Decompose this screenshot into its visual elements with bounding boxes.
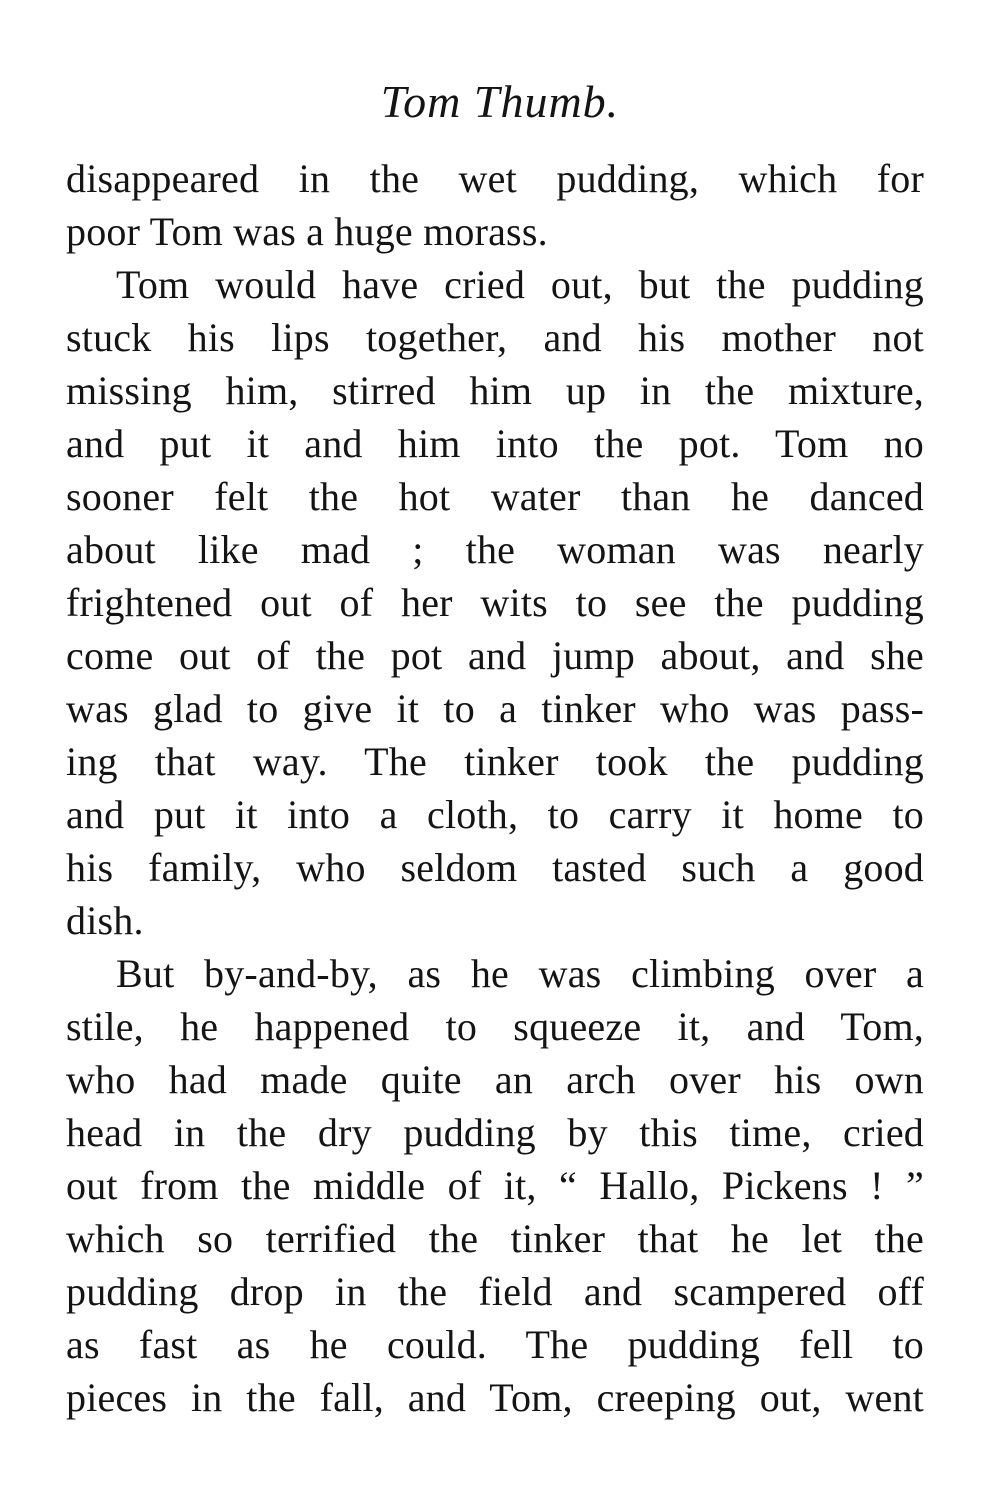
running-head: Tom Thumb. (380, 76, 620, 127)
text-line: out from the middle of it, “ Hallo, Pickens ! ” (66, 1163, 924, 1208)
text-line: missing him, stirred him up in the mixture, (66, 368, 924, 413)
text-line: dish. (66, 898, 144, 943)
text-line: stile, he happened to squeeze it, and Tom, (66, 1004, 924, 1049)
text-line: sooner felt the hot water than he danced (66, 474, 924, 519)
text-line: and put it and him into the pot. Tom no (66, 421, 924, 466)
text-line: his family, who seldom tasted such a good (66, 845, 924, 890)
text-line: disappeared in the wet pudding, which for (66, 156, 924, 201)
body-text (66, 152, 924, 1424)
text-line: But by-and-by, as he was climbing over a (116, 951, 924, 996)
text-line: pudding drop in the field and scampered off (66, 1269, 924, 1314)
text-line: as fast as he could. The pudding fell to (66, 1322, 924, 1367)
text-line: and put it into a cloth, to carry it home to (66, 792, 924, 837)
text-line: come out of the pot and jump about, and she (66, 633, 924, 678)
text-line: which so terrified the tinker that he let the (66, 1216, 924, 1261)
text-line: who had made quite an arch over his own (66, 1057, 924, 1102)
text-line: head in the dry pudding by this time, cried (66, 1110, 924, 1155)
text-line: pieces in the fall, and Tom, creeping out, went (66, 1375, 924, 1420)
text-line: poor Tom was a huge morass. (66, 209, 548, 254)
text-line: about like mad ; the woman was nearly (66, 527, 924, 572)
text-line: Tom would have cried out, but the pudding (116, 262, 924, 307)
text-line: was glad to give it to a tinker who was pass- (66, 686, 924, 731)
text-line: ing that way. The tinker took the pudding (66, 739, 924, 784)
text-line: frightened out of her wits to see the pudding (66, 580, 924, 625)
text-line: stuck his lips together, and his mother not (66, 315, 924, 360)
